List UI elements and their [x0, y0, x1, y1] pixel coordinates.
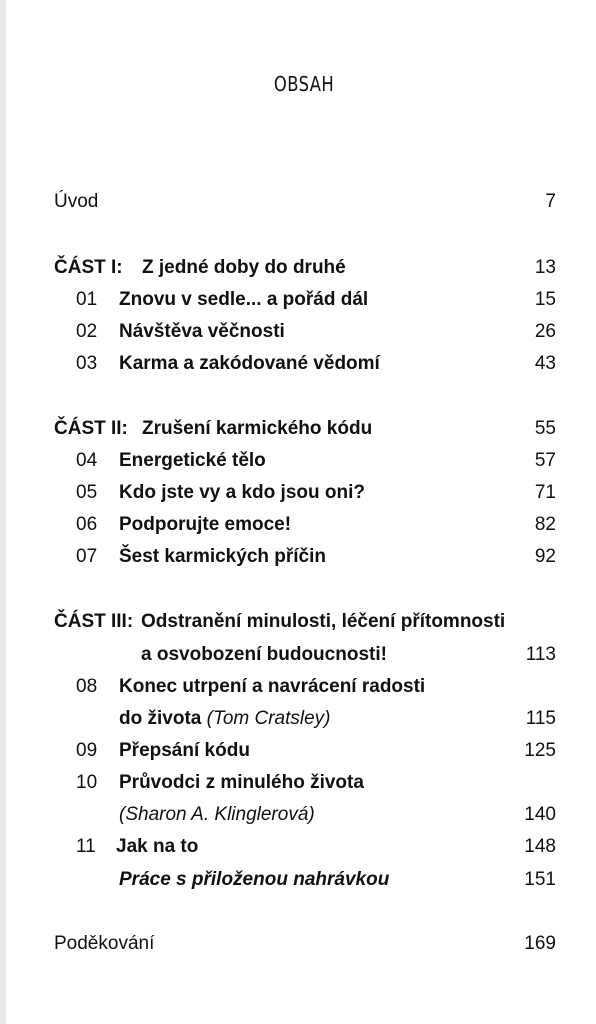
- toc-part-2[interactable]: [6, 416, 596, 442]
- toc-entry-intro[interactable]: [6, 189, 596, 215]
- entry-page: 125: [524, 740, 556, 761]
- chapter-title: Karma a zakódované vědomí: [119, 353, 380, 374]
- chapter-title: Šest karmických příčin: [119, 546, 326, 567]
- toc-part-3[interactable]: [6, 609, 596, 635]
- entry-page: 15: [534, 289, 556, 310]
- entry-page: 169: [524, 933, 556, 954]
- toc-chapter-08-continued[interactable]: [6, 706, 596, 732]
- part-label: ČÁST III:: [54, 611, 134, 632]
- part-title: Z jedné doby do druhé: [142, 257, 346, 278]
- toc-entry-acknowledgements[interactable]: [6, 931, 596, 957]
- chapter-number: 04: [76, 450, 98, 471]
- entry-label: Úvod: [54, 191, 99, 212]
- entry-page: 113: [525, 644, 556, 665]
- page-title: OBSAH: [273, 72, 335, 96]
- chapter-title: Podporujte emoce!: [119, 514, 292, 535]
- chapter-number: 07: [76, 546, 98, 567]
- toc-part-3-continued[interactable]: [6, 642, 596, 668]
- part-title: Zrušení karmického kódu: [142, 418, 373, 439]
- chapter-number: 10: [76, 772, 98, 793]
- chapter-title: Návštěva věčnosti: [119, 321, 285, 342]
- toc-part-1[interactable]: [6, 255, 596, 281]
- chapter-number: 08: [76, 676, 98, 697]
- entry-page: 82: [534, 514, 556, 535]
- part-label: ČÁST II:: [54, 418, 128, 439]
- toc-chapter-08[interactable]: [6, 674, 596, 700]
- chapter-number: 05: [76, 482, 98, 503]
- entry-label: Poděkování: [54, 933, 155, 954]
- entry-page: 115: [525, 708, 556, 729]
- chapter-author: (Sharon A. Klinglerová): [119, 804, 315, 825]
- entry-page: 13: [534, 257, 556, 278]
- chapter-title: Přepsání kódu: [119, 740, 250, 761]
- toc-chapter-01[interactable]: [6, 287, 596, 313]
- toc-chapter-07[interactable]: [6, 544, 596, 570]
- chapter-title-line-1: Průvodci z minulého života: [119, 772, 364, 793]
- part-title-line-2: a osvobození budoucnosti!: [141, 644, 387, 665]
- entry-page: 57: [534, 450, 556, 471]
- toc-chapter-04[interactable]: [6, 448, 596, 474]
- chapter-number: 11: [76, 836, 96, 857]
- chapter-title: Jak na to: [116, 836, 199, 857]
- chapter-number: 03: [76, 353, 98, 374]
- part-label: ČÁST I:: [54, 257, 123, 278]
- toc-chapter-10-continued[interactable]: [6, 802, 596, 828]
- chapter-title: Znovu v sedle... a pořád dál: [119, 289, 369, 310]
- toc-chapter-09[interactable]: [6, 738, 596, 764]
- chapter-title-line-2: [119, 706, 331, 732]
- part-title-line-1: Odstranění minulosti, léčení přítomnosti: [141, 611, 506, 632]
- chapter-title-line-1: Konec utrpení a navrácení radosti: [119, 676, 426, 697]
- entry-page: 7: [545, 191, 556, 212]
- entry-page: 92: [534, 546, 556, 567]
- toc-chapter-03[interactable]: [6, 351, 596, 377]
- toc-chapter-11[interactable]: [6, 834, 596, 860]
- sub-entry-title: Práce s přiloženou nahrávkou: [119, 869, 390, 890]
- entry-page: 55: [534, 418, 556, 439]
- chapter-title-text: do života: [119, 708, 202, 729]
- entry-page: 71: [534, 482, 556, 503]
- entry-page: 43: [534, 353, 556, 374]
- chapter-title: Kdo jste vy a kdo jsou oni?: [119, 482, 365, 503]
- entry-page: 140: [524, 804, 556, 825]
- chapter-number: 02: [76, 321, 98, 342]
- toc-chapter-06[interactable]: [6, 512, 596, 538]
- toc-chapter-11-sub[interactable]: [6, 867, 596, 893]
- toc-chapter-02[interactable]: [6, 319, 596, 345]
- entry-page: 151: [524, 869, 556, 890]
- chapter-title: Energetické tělo: [119, 450, 266, 471]
- entry-page: 26: [534, 321, 556, 342]
- entry-page: 148: [524, 836, 556, 857]
- toc-chapter-10[interactable]: [6, 770, 596, 796]
- toc-chapter-05[interactable]: [6, 480, 596, 506]
- chapter-number: 09: [76, 740, 98, 761]
- chapter-number: 01: [76, 289, 98, 310]
- chapter-number: 06: [76, 514, 98, 535]
- chapter-author: (Tom Cratsley): [206, 708, 331, 729]
